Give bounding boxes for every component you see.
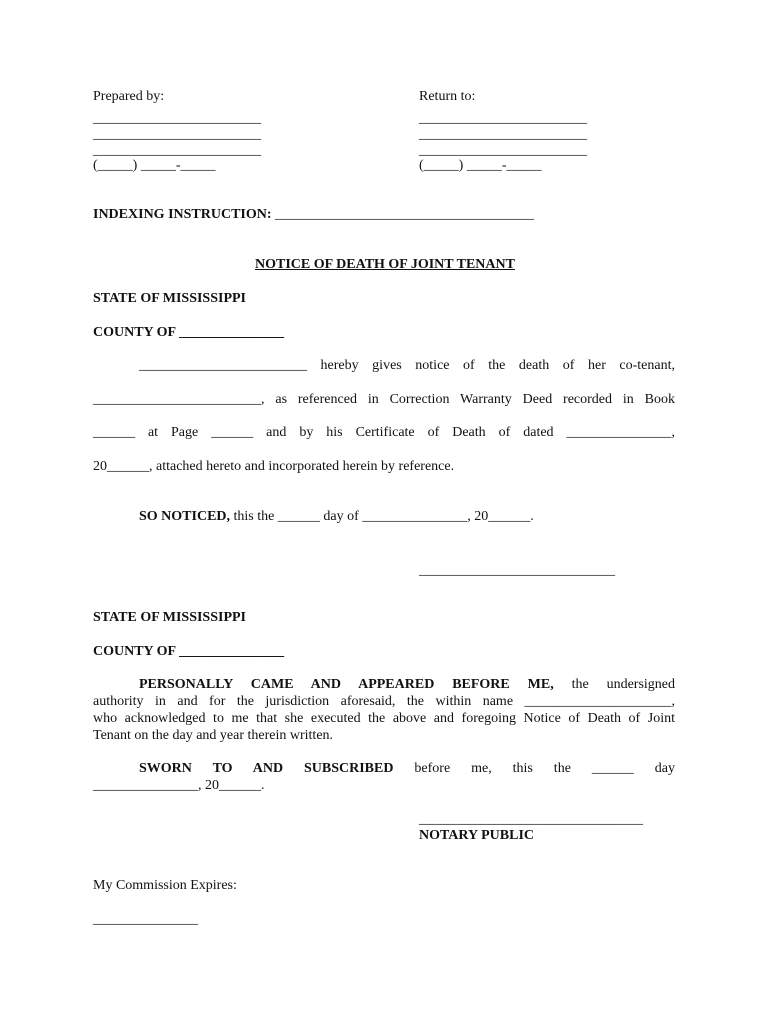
- appeared-label: PERSONALLY CAME AND APPEARED BEFORE ME,: [139, 677, 554, 692]
- sworn-text: before me, this the ______ day: [414, 761, 675, 776]
- prepared-by-line-1: ________________________: [93, 111, 261, 126]
- return-to-phone: (_____) _____-_____: [419, 158, 542, 173]
- so-noticed-text: this the ______ day of _______________, 20______.: [230, 509, 534, 524]
- prepared-by-line-2: ________________________: [93, 127, 261, 142]
- indexing-blank: _____________________________________: [275, 207, 535, 222]
- indexing-instruction: [93, 206, 534, 223]
- indexing-label: INDEXING INSTRUCTION:: [93, 207, 272, 222]
- return-to-line-3: ________________________: [419, 143, 587, 158]
- sworn-label: SWORN TO AND SUBSCRIBED: [139, 761, 394, 776]
- state-heading-1: STATE OF MISSISSIPPI: [93, 291, 247, 306]
- appeared-line-3: who acknowledged to me that she executed the above and foregoing Notice of Death of Joint: [93, 711, 675, 726]
- prepared-by-label: Prepared by:: [93, 89, 165, 104]
- appeared-line-4: Tenant on the day and year therein written.: [93, 728, 334, 743]
- sworn-line-2: _______________, 20______.: [93, 778, 265, 793]
- appeared-line-1: [139, 676, 675, 693]
- commission-expires-label: My Commission Expires:: [93, 878, 237, 893]
- prepared-by-phone: (_____) _____-_____: [93, 158, 216, 173]
- notice-body-line-3: ______ at Page ______ and by his Certificate of Death of dated _______________,: [93, 425, 675, 440]
- sworn-line-1: [139, 760, 675, 777]
- appeared-line-2: authority in and for the jurisdiction aforesaid, the within name _____________________,: [93, 694, 675, 709]
- so-noticed-line: [139, 508, 534, 525]
- county-heading-2: COUNTY OF _______________: [93, 644, 285, 659]
- commission-expires-blank: _______________: [93, 912, 198, 927]
- return-to-label: Return to:: [419, 89, 476, 104]
- county-heading-1: COUNTY OF _______________: [93, 325, 285, 340]
- prepared-by-line-3: ________________________: [93, 143, 261, 158]
- notice-body-line-1: ________________________ hereby gives notice of the death of her co-tenant,: [139, 358, 675, 373]
- state-heading-2: STATE OF MISSISSIPPI: [93, 610, 247, 625]
- so-noticed-label: SO NOTICED,: [139, 509, 231, 524]
- signature-line: ____________________________: [419, 563, 615, 578]
- notice-body-line-2: ________________________, as referenced in Correction Warranty Deed recorded in Book: [93, 392, 675, 407]
- return-to-line-1: ________________________: [419, 111, 587, 126]
- notary-signature-line: ________________________________: [419, 812, 643, 827]
- notary-public-label: NOTARY PUBLIC: [419, 828, 535, 843]
- document-title: NOTICE OF DEATH OF JOINT TENANT: [255, 257, 515, 272]
- notice-body-line-4: 20______, attached hereto and incorporated herein by reference.: [93, 459, 455, 474]
- appeared-text-1: the undersigned: [571, 677, 676, 692]
- return-to-line-2: ________________________: [419, 127, 587, 142]
